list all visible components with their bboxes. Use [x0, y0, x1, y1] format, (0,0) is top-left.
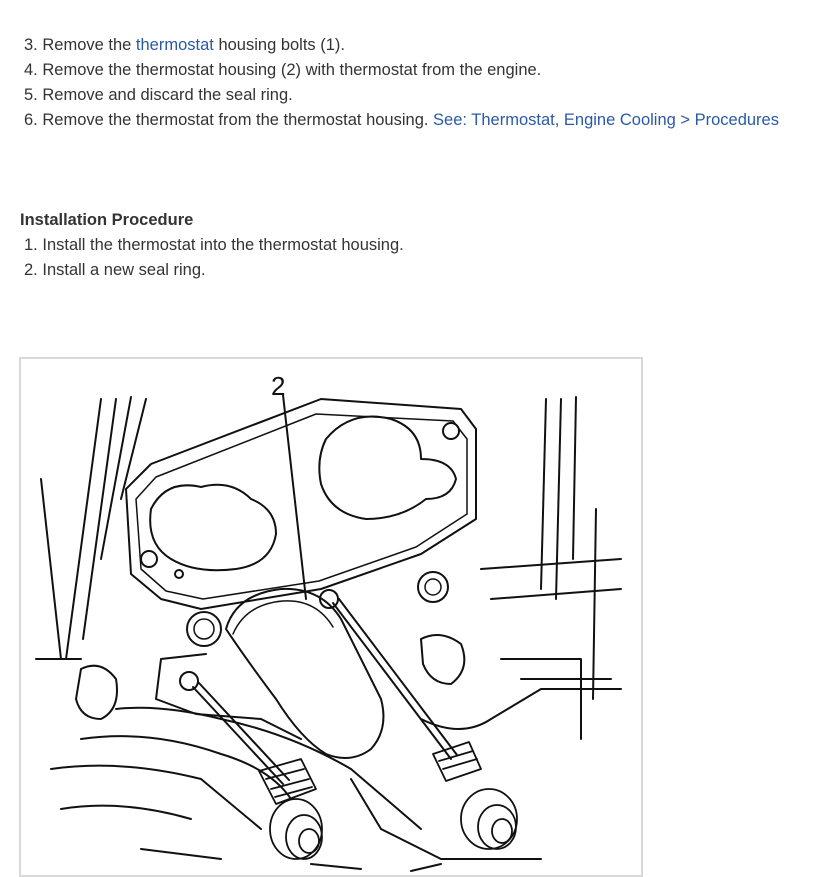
list-item [24, 83, 779, 108]
thermostat-link[interactable]: thermostat [135, 36, 214, 54]
step-number: 5. [24, 86, 38, 104]
step-text: housing bolts (1). [213, 36, 346, 54]
list-item [24, 33, 779, 58]
list-item [24, 258, 404, 283]
list-item [24, 108, 779, 133]
list-item [24, 233, 404, 258]
step-text: Remove and discard the seal ring. [42, 86, 293, 104]
step-text: Remove the [42, 36, 136, 54]
step-number: 4. [24, 61, 38, 79]
step-text: Remove the thermostat housing (2) with thermostat from the engine. [42, 61, 542, 79]
step-number: 2. [24, 261, 38, 279]
installation-heading: Installation Procedure [20, 211, 194, 229]
removal-steps-list [24, 33, 779, 133]
list-item [24, 58, 779, 83]
callout-2-label: 2 [271, 371, 286, 401]
step-text: Remove the thermostat from the thermostat housing. [42, 111, 434, 129]
step-text: Install the thermostat into the thermostat housing. [42, 236, 404, 254]
see-thermostat-procedures-link[interactable]: See: Thermostat, Engine Cooling > Procedures [433, 111, 779, 129]
thermostat-housing-illustration [21, 359, 641, 875]
step-number: 1. [24, 236, 38, 254]
step-number: 6. [24, 111, 38, 129]
step-number: 3. [24, 36, 38, 54]
installation-steps-list [24, 233, 404, 283]
step-text: Install a new seal ring. [42, 261, 206, 279]
thermostat-housing-figure [19, 357, 643, 877]
